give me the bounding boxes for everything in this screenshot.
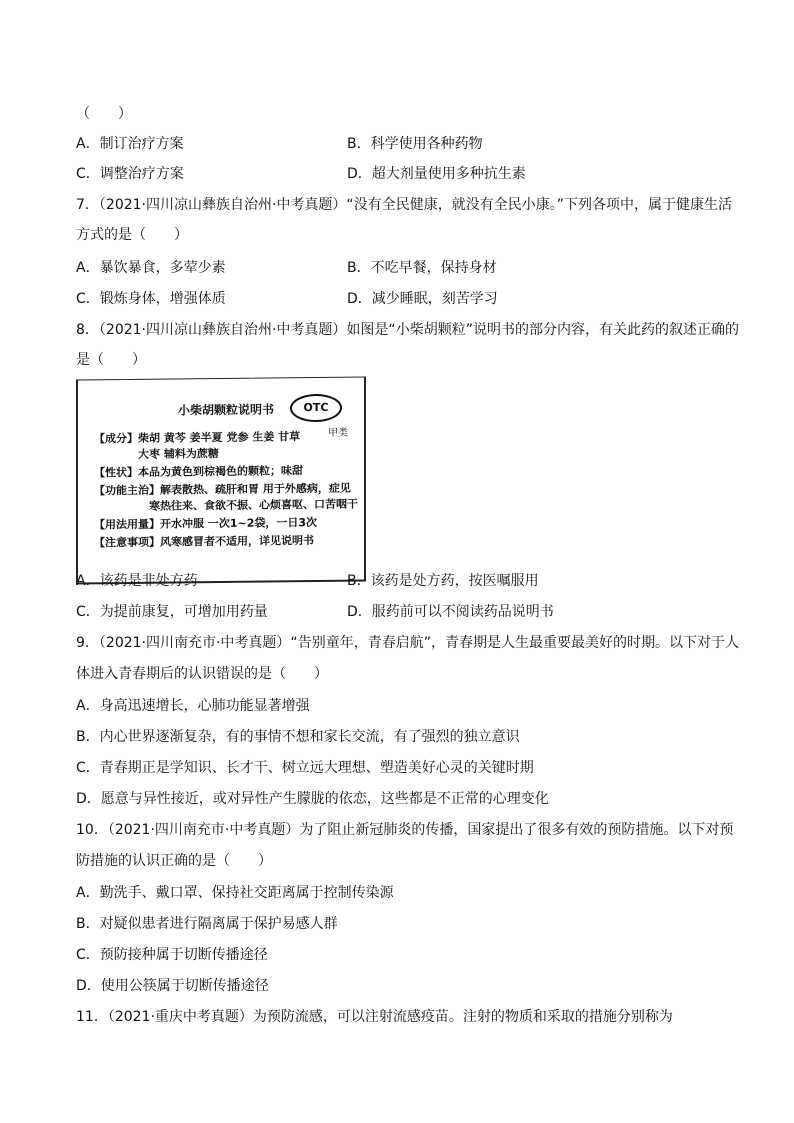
q6-bracket: （ ） [76, 106, 132, 122]
q7-option-b[interactable]: B．不吃早餐，保持身材 [347, 260, 497, 276]
q10-stem-line2: 防措施的认识正确的是（ ） [76, 853, 272, 869]
q8-option-c[interactable]: C．为提前康复，可增加用药量 [76, 604, 268, 620]
label-title: 小柴胡颗粒说明书 [178, 402, 275, 418]
otc-class: 甲类 [328, 427, 348, 439]
q8-option-d[interactable]: D．服药前可以不阅读药品说明书 [347, 604, 554, 620]
q6-option-d[interactable]: D．超大剂量使用多种抗生素 [347, 166, 526, 182]
otc-logo: OTC [290, 394, 342, 423]
q11-stem-line1: 11．（2021·重庆中考真题）为预防流感，可以注射流感疫苗。注射的物质和采取的措施分别称为 [76, 1009, 673, 1025]
q8-stem-line2: 是（ ） [76, 352, 146, 368]
q9-option-c[interactable]: C．青春期正是学知识、长才干、树立远大理想、塑造美好心灵的关键时期 [76, 760, 534, 776]
q10-option-c[interactable]: C．预防接种属于切断传播途径 [76, 947, 268, 963]
q6-option-c[interactable]: C．调整治疗方案 [76, 166, 184, 182]
q10-option-d[interactable]: D．使用公筷属于切断传播途径 [76, 978, 269, 994]
label-row: 寒热往来、食欲不振、心烦喜呕、口苦咽干 [94, 497, 358, 514]
q8-stem-line1: 8．（2021·四川凉山彝族自治州·中考真题）如图是“小柴胡颗粒”说明书的部分内容，有关此药的叙述正确的 [76, 322, 739, 338]
q10-option-a[interactable]: A．勤洗手、戴口罩、保持社交距离属于控制传染源 [76, 885, 394, 901]
q7-option-d[interactable]: D．减少睡眠，刻苦学习 [347, 291, 498, 307]
q7-option-a[interactable]: A．暴饮暴食，多荤少素 [76, 260, 226, 276]
q7-stem-line1: 7．（2021·四川凉山彝族自治州·中考真题）“没有全民健康，就没有全民小康。”下列各项中，属于健康生活 [76, 197, 732, 213]
label-row: 【用法用量】开水冲服 一次1~2袋，一日3次 [94, 515, 318, 532]
label-row: 【成分】柴胡 黄芩 姜半夏 党参 生姜 甘草 [94, 430, 301, 446]
q7-option-c[interactable]: C．锻炼身体，增强体质 [76, 291, 226, 307]
medicine-label-image [76, 376, 366, 584]
label-row: 【功能主治】解表散热、疏肝和胃 用于外感病，症见 [94, 481, 351, 498]
q9-stem-line1: 9．（2021·四川南充市·中考真题）“告别童年，青春启航”，青春期是人生最重要最美好的时期。以下对于人 [76, 635, 739, 651]
label-row: 大枣 辅料为蔗糖 [94, 447, 219, 462]
q6-option-b[interactable]: B．科学使用各种药物 [347, 136, 483, 152]
q6-option-a[interactable]: A．制订治疗方案 [76, 136, 184, 152]
q10-stem-line1: 10．（2021·四川南充市·中考真题）为了阻止新冠肺炎的传播，国家提出了很多有效的预防措施。以下对预 [76, 822, 734, 838]
q7-stem-line2: 方式的是（ ） [76, 227, 188, 243]
q9-stem-line2: 体进入青春期后的认识错误的是（ ） [76, 666, 328, 682]
q9-option-a[interactable]: A．身高迅速增长，心肺功能显著增强 [76, 698, 310, 714]
q9-option-b[interactable]: B．内心世界逐渐复杂，有的事情不想和家长交流，有了强烈的独立意识 [76, 729, 520, 745]
q10-option-b[interactable]: B．对疑似患者进行隔离属于保护易感人群 [76, 916, 338, 932]
q8-option-a[interactable]: A．该药是非处方药 [76, 573, 198, 589]
label-row: 【注意事项】风寒感冒者不适用，详见说明书 [94, 534, 314, 550]
q9-option-d[interactable]: D．愿意与异性接近，或对异性产生朦胧的依恋，这些都是不正常的心理变化 [76, 791, 549, 807]
q8-option-b[interactable]: B．该药是处方药，按医嘱服用 [347, 573, 539, 589]
label-row: 【性状】本品为黄色到棕褐色的颗粒；味甜 [94, 464, 303, 480]
